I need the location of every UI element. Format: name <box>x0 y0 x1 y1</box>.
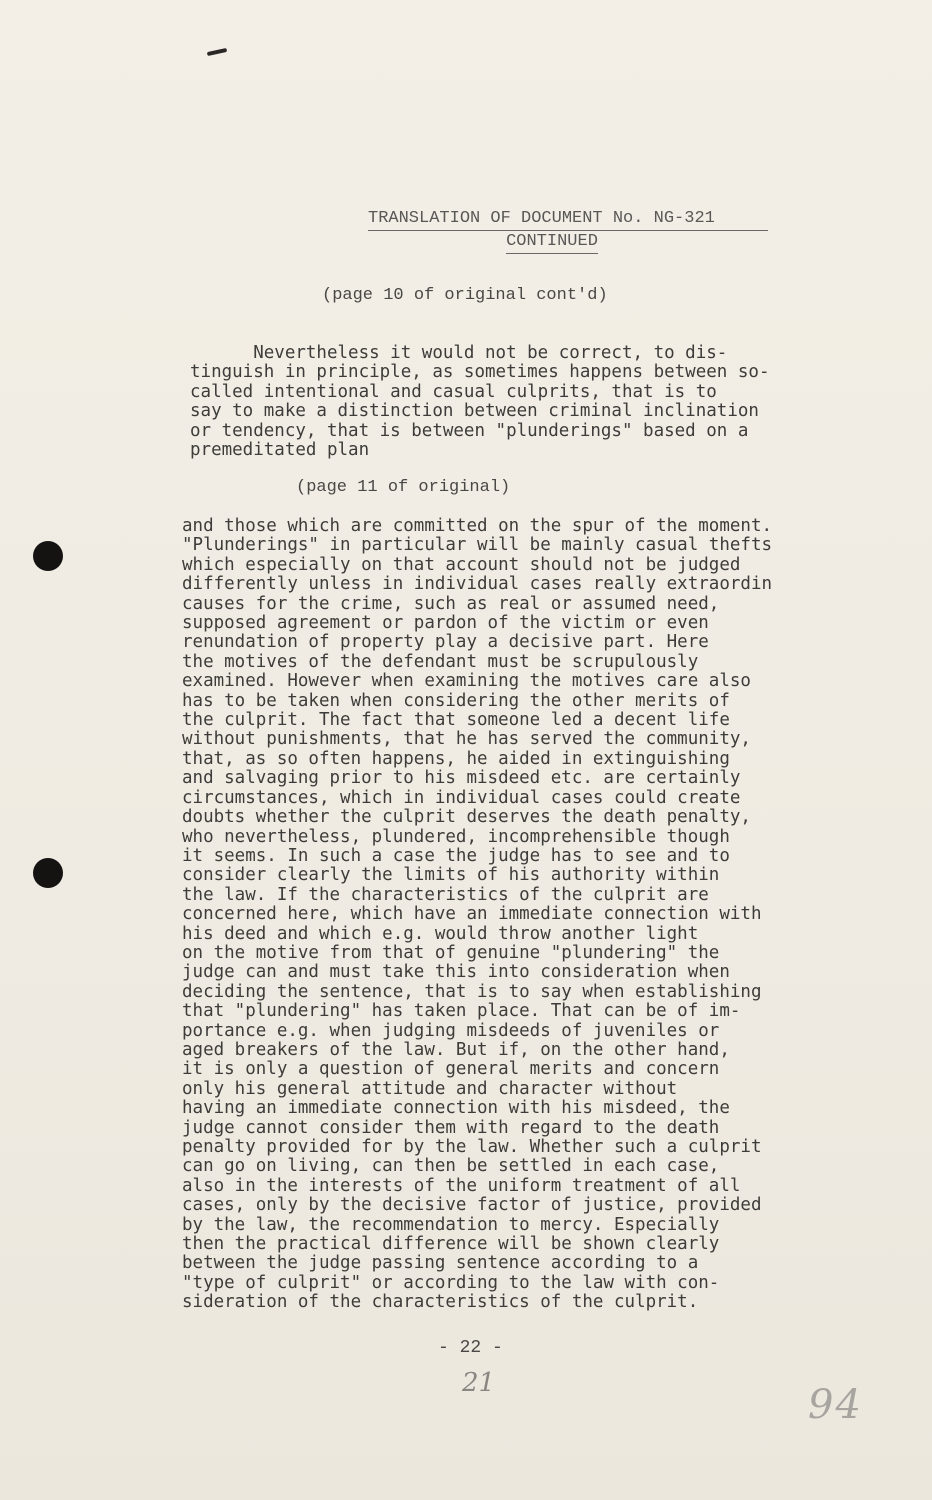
text-line: only his general attitude and character without <box>182 1078 678 1099</box>
text-line: it is only a question of general merits and concern <box>182 1059 720 1080</box>
text-line: can go on living, can then be settled in each case, <box>182 1156 720 1177</box>
title-line: TRANSLATION OF DOCUMENT No. NG-321 <box>368 208 768 231</box>
text-line: causes for the crime, such as real or assumed need, <box>182 593 720 614</box>
text-line: or tendency, that is between "plunderings" based on a <box>190 420 749 441</box>
text-line: without punishments, that he has served the community, <box>182 729 751 750</box>
text-line: by the law, the recommendation to mercy. Especially <box>182 1214 720 1235</box>
text-line: portance e.g. when judging misdeeds of juveniles or <box>182 1020 720 1041</box>
text-line: consider clearly the limits of his authority within <box>182 865 720 886</box>
text-line: judge can and must take this into consideration when <box>182 962 730 983</box>
page-number: - 22 - <box>438 1338 503 1358</box>
text-line: the law. If the characteristics of the culprit are <box>182 884 709 905</box>
text-line: then the practical difference will be shown clearly <box>182 1234 720 1255</box>
text-line: circumstances, which in individual cases could create <box>182 787 741 808</box>
text-line: examined. However when examining the motives care also <box>182 671 751 692</box>
page-reference: (page 11 of original) <box>296 478 511 497</box>
text-line: and those which are committed on the spur of the moment. <box>182 516 773 536</box>
text-line: called intentional and casual culprits, that is to <box>190 381 717 402</box>
text-line: cases, only by the decisive factor of justice, provided <box>182 1195 762 1216</box>
text-line: between the judge passing sentence according to a <box>182 1253 699 1274</box>
text-line: that "plundering" has taken place. That can be of im- <box>182 1001 741 1022</box>
text-line: doubts whether the culprit deserves the death penalty, <box>182 807 751 828</box>
text-line: supposed agreement or pardon of the victim or even <box>182 613 709 634</box>
text-line: the motives of the defendant must be scrupulously <box>182 651 699 672</box>
text-line: that, as so often happens, he aided in extinguishing <box>182 748 730 769</box>
text-line: the culprit. The fact that someone led a decent life <box>182 710 730 731</box>
punch-hole <box>33 541 63 571</box>
text-line: his deed and which e.g. would throw another light <box>182 923 699 944</box>
text-line: tinguish in principle, as sometimes happens between so- <box>190 362 770 383</box>
text-line: premeditated plan <box>190 440 370 461</box>
text-line: has to be taken when considering the other merits of <box>182 690 730 711</box>
text-line: and salvaging prior to his misdeed etc. are certainly <box>182 768 741 789</box>
punch-hole <box>33 858 63 888</box>
text-line: on the motive from that of genuine "plundering" the <box>182 942 720 963</box>
pencil-annotation: 21 <box>462 1368 496 1398</box>
text-line: concerned here, which have an immediate connection with <box>182 904 762 925</box>
text-line: differently unless in individual cases really extraordin <box>182 574 773 595</box>
text-line: also in the interests of the uniform treatment of all <box>182 1175 741 1196</box>
text-line: having an immediate connection with his misdeed, the <box>182 1098 730 1119</box>
text-line: penalty provided for by the law. Whether such a culprit <box>182 1137 762 1157</box>
text-line: aged breakers of the law. But if, on the other hand, <box>182 1039 730 1060</box>
text-line: deciding the sentence, that is to say when establishing <box>182 981 762 1002</box>
text-line: "type of culprit" or according to the law with con- <box>182 1272 720 1293</box>
text-line: which especially on that account should not be judged <box>182 554 741 575</box>
text-line: renundation of property play a decisive part. Here <box>182 632 709 653</box>
text-line: say to make a distinction between criminal inclination <box>190 401 759 422</box>
pencil-annotation: 94 <box>808 1382 863 1428</box>
page-reference: (page 10 of original cont'd) <box>322 286 608 305</box>
paragraph-1 <box>190 344 769 460</box>
text-line: who nevertheless, plundered, incomprehensible though <box>182 826 730 847</box>
text-line: "Plunderings" in particular will be mainly casual thefts <box>182 535 773 556</box>
text-line: sideration of the characteristics of the culprit. <box>182 1292 699 1313</box>
pen-mark <box>207 48 227 56</box>
document-title <box>368 208 768 254</box>
text-line: it seems. In such a case the judge has to see and to <box>182 845 730 866</box>
text-line: Nevertheless it would not be correct, to dis- <box>190 343 728 363</box>
text-line: judge cannot consider them with regard to the death <box>182 1117 720 1138</box>
paragraph-2 <box>182 517 772 1313</box>
subtitle-line: CONTINUED <box>506 231 598 254</box>
